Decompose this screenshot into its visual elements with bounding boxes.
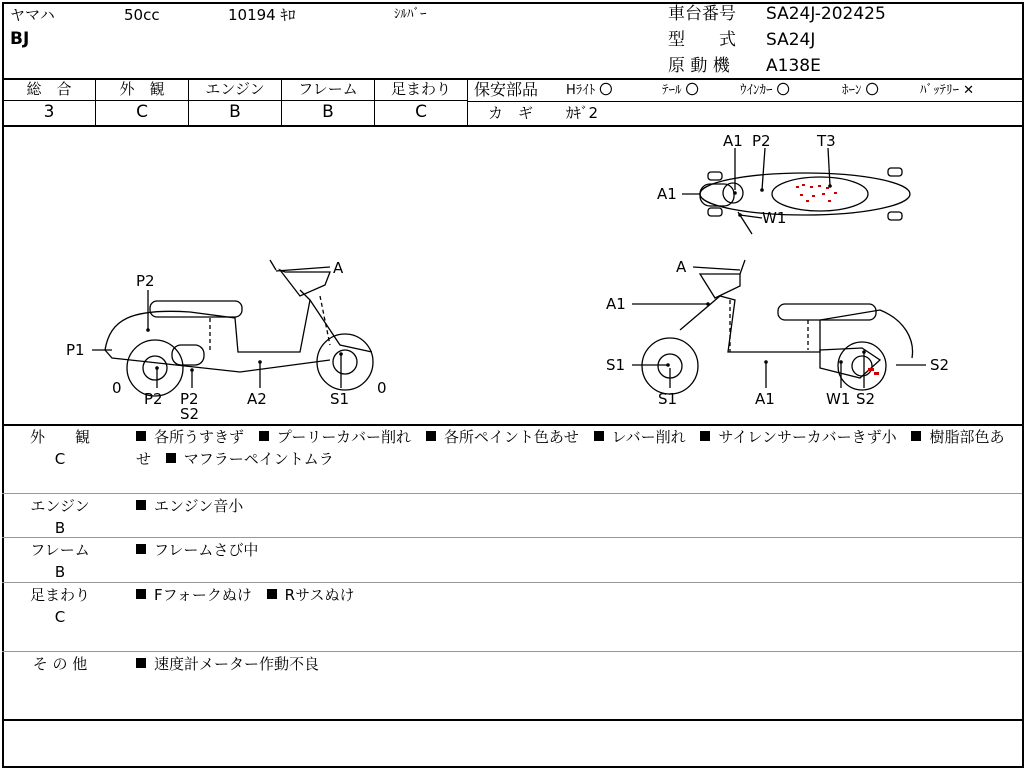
remark-divider-4 [2,651,1022,652]
remark-category-engine: エンジン B [30,497,90,537]
key-label: カ ギ [488,104,534,122]
displacement: 50cc [124,6,160,24]
right-label-a: A [676,258,687,276]
remark-items-engine: エンジン音小 [136,495,1016,517]
left-label-s1: S1 [330,390,350,408]
suspension-score-value: C [415,102,427,122]
remark-category-other: そ の 他 [32,655,88,673]
engine-score-label: エンジン [205,80,265,98]
maker: ヤマハ [10,6,55,24]
key-value: ｶｷﾞ2 [566,104,599,122]
right-label-s2-bottom: S2 [856,390,876,408]
right-label-a1-upper: A1 [606,295,626,313]
left-label-zero-right: 0 [377,379,387,397]
remark-category-frame: フレーム B [30,541,90,581]
damage-marks [796,184,879,375]
top-label-a1-left: A1 [657,185,677,203]
left-label-p1: P1 [66,341,85,359]
safety-item-headlight: Hﾗｲﾄ 〇 [566,83,613,98]
left-label-p2s2-top: P2 [180,390,199,408]
engine-score-value: B [229,102,241,122]
right-label-s1-bottom: S1 [658,390,678,408]
top-label-w1: W1 [762,209,787,227]
col-sep-5 [467,78,468,125]
exterior-value: C [136,102,148,122]
scores-mid-line [2,100,467,101]
right-view-scooter [642,260,913,394]
right-label-s2-right: S2 [930,356,950,374]
remark-items-exterior: 各所うすきず プーリーカバー削れ 各所ペイント色あせ レバー削れ サイレンサーカバーきず小 樹脂部色あせ マフラーペイントムラ [136,428,1005,468]
chassis-value: SA24J-202425 [766,4,886,24]
left-label-p2s2-bottom: S2 [180,405,200,423]
remark-items-other: 速度計メーター作動不良 [136,653,1016,675]
left-label-p2-top: P2 [136,272,155,290]
safety-item-horn: ﾎｰﾝ 〇 [842,83,879,98]
left-label-a2: A2 [247,390,267,408]
mileage: 10194 ｷﾛ [228,6,296,24]
top-label-a1: A1 [723,132,743,150]
remark-bottom-line [2,719,1022,721]
suspension-score-label: 足まわり [390,80,451,98]
top-view-scooter [700,168,910,234]
remark-category-exterior: 外 観 C [29,428,90,468]
chassis-label: 車台番号 [668,4,736,24]
safety-item-battery: ﾊﾞｯﾃﾘｰ ✕ [920,83,975,98]
left-label-p2-bottom: P2 [144,390,163,408]
remark-items-suspension: Fフォークぬけ Rサスぬけ [136,584,1016,606]
type-label: 型 式 [668,30,736,50]
frame-score-value: B [322,102,334,122]
color: ｼﾙﾊﾞｰ [394,7,427,22]
remark-divider-3 [2,582,1022,583]
overall-value: 3 [43,102,55,122]
left-label-zero-left: 0 [112,379,122,397]
exterior-label: 外 観 [119,80,165,98]
remark-divider-2 [2,537,1022,538]
type-value: SA24J [766,30,816,50]
safety-item-tail: ﾃｰﾙ 〇 [662,83,699,98]
frame-score-label: フレーム [298,80,358,98]
model-name: BJ [10,29,30,49]
remark-category-suspension: 足まわり C [29,586,90,626]
remark-items-frame: フレームさび中 [136,539,1016,561]
scooter-diagram [0,126,1024,424]
safety-item-winker: ｳｲﾝｶｰ 〇 [740,83,790,98]
overall-label: 総 合 [26,80,72,98]
remark-divider-1 [2,493,1022,494]
right-label-w1: W1 [826,390,851,408]
right-label-s1-left: S1 [606,356,626,374]
top-label-t3: T3 [817,132,836,150]
engine-label: 原 動 機 [668,56,730,76]
top-label-p2: P2 [752,132,771,150]
engine-value: A138E [766,56,821,76]
safety-title: 保安部品 [474,80,539,99]
left-label-a: A [333,259,344,277]
right-label-a1-bottom: A1 [755,390,775,408]
safety-mid-line [467,101,1022,102]
